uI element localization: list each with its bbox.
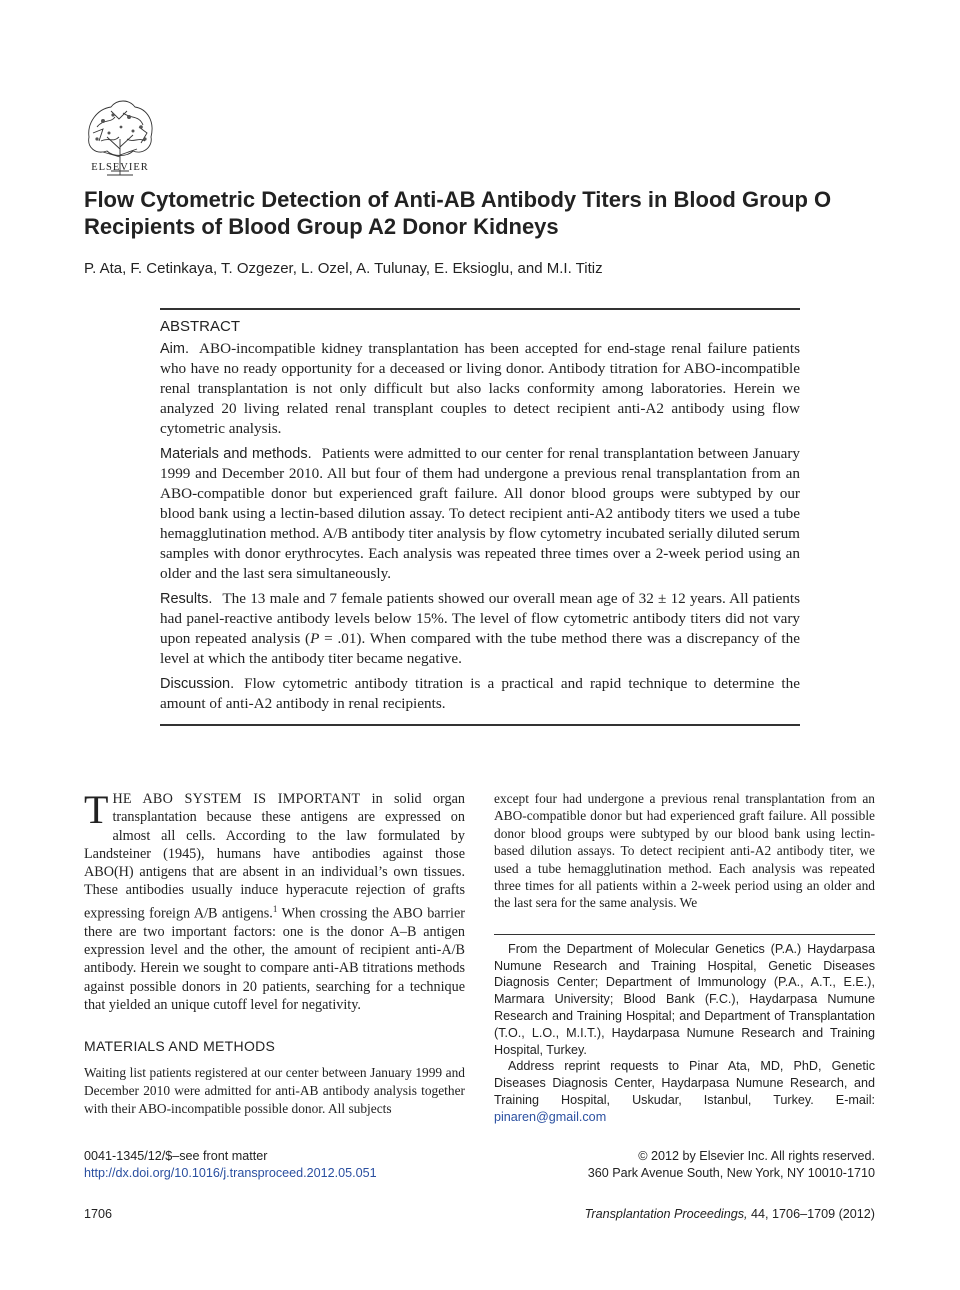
left-column xyxy=(84,787,466,1118)
contact-email-link[interactable]: pinaren@gmail.com xyxy=(494,1109,607,1124)
results-text-2: = .01). When compared with the tube method there was a discrepancy of the level at which the antibody titer became negative. xyxy=(160,630,800,667)
footer-right xyxy=(588,1148,875,1181)
aim-text: ABO-incompatible kidney transplantation has been accepted for end-stage renal failure patients who have no ready opportunity for a deceased or living donor. Antibody titration for ABO-incompatible renal transplantation is not only difficult but also lacks conformity among laboratories. Herein we analyzed 20 living related renal transplant couples to detect recipient anti-A2 antibody using flow cytometric analysis. xyxy=(160,340,800,437)
copyright-text: © 2012 by Elsevier Inc. All rights reserved. xyxy=(638,1149,875,1163)
methods-paragraph: Waiting list patients registered at our center between January 1999 and December 2010 were admitted for anti-AB antibody analysis together with their ABO-incompatible possible donor. All subjects xyxy=(84,1065,465,1117)
doi-link[interactable]: http://dx.doi.org/10.1016/j.transproceed.2012.05.051 xyxy=(84,1165,377,1180)
intro-paragraph xyxy=(84,787,466,1014)
footer-left xyxy=(84,1148,377,1181)
dropcap: T xyxy=(84,787,109,832)
results-text-1: The 13 male and 7 female patients showed our overall mean age of 32 ± 12 years. All patients had panel-reactive antibody levels below 15%. The level of flow cytometric antibody titers did not vary upon repeated analysis ( xyxy=(160,590,800,647)
discussion-text: Flow cytometric antibody titration is a practical and rapid technique to determine the amount of anti-A2 antibody in renal recipients. xyxy=(160,675,800,712)
methods-label: Materials and methods. xyxy=(160,446,312,462)
page-number: 1706 xyxy=(84,1207,113,1221)
affiliations-text: From the Department of Molecular Genetics (P.A.) Haydarpasa Numune Research and Training Hospital, Genetic Diseases Diagnosis Center; Department of Immunology (P.A., A.T., E.E.), Marmara University; Blood Bank (F.C.), Haydarpasa Numune Research and Training Hospital; and Department of Transplantation (T.O., L.O., M.I.T.), Haydarpasa Numune Research and Training Hospital, Turkey. xyxy=(494,941,875,1057)
right-column xyxy=(494,790,875,1126)
intro-smallcaps: HE ABO SYSTEM IS IMPORTANT xyxy=(112,791,361,807)
abstract-methods xyxy=(160,444,800,584)
aim-label: Aim. xyxy=(160,341,189,357)
intro-text-1: in solid organ transplantation because these antigens are expressed on almost all cells. According to the law formulated by Landsteiner (1945), humans have antibodies against those ABO(H) antigens that are absent in an individual’s own tissues. These antibodies usually induce hyperacute rejection of grafts expressing foreign A/B antigens. xyxy=(84,791,465,922)
reprint-requests xyxy=(494,1058,875,1125)
abstract-heading: ABSTRACT xyxy=(160,318,241,335)
discussion-label: Discussion. xyxy=(160,676,235,692)
reference-1: 1 xyxy=(272,903,278,914)
results-p-symbol: P xyxy=(310,630,320,647)
methods-continued-paragraph: except four had undergone a previous renal transplantation from an ABO-compatible donor but had experienced graft failure. All possible donor blood groups were subtyped by our blood bank using lectin-based dilution assays. To detect recipient anti-A2 antibody titer, we used a tube hemagglutination method. Each analysis was repeated three times for all patients within a 2-week period using an older and the last sera for the same analysis. We xyxy=(494,791,875,911)
abstract-box xyxy=(160,308,800,726)
results-label: Results. xyxy=(160,591,213,607)
publisher-address: 360 Park Avenue South, New York, NY 10010-1710 xyxy=(587,1165,875,1180)
abstract-discussion xyxy=(160,674,800,714)
article-title: Flow Cytometric Detection of Anti-AB Antibody Titers in Blood Group O Recipients of Blood Group A2 Donor Kidneys xyxy=(84,187,832,239)
methods-text: Patients were admitted to our center for renal transplantation between January 1999 and December 2010. All but four of them had undergone a previous renal transplantation from an ABO-compatible donor but experienced graft failure. All donor blood groups were subtyped by our blood bank using a lectin-based dilution assay. To detect recipient anti-A2 antibody titers we used a tube hemagglutination method. A/B antibody titer analysis by flow cytometry incubated serially diluted serum samples with donor erythrocytes. Each analysis was repeated three times over a 2-week period using an older and the last sera simultaneously. xyxy=(160,445,800,582)
journal-volume-pages: 44, 1706–1709 (2012) xyxy=(747,1207,875,1221)
affiliations-box xyxy=(494,934,875,1126)
article-authors: P. Ata, F. Cetinkaya, T. Ozgezer, L. Ozel, A. Tulunay, E. Eksioglu, and M.I. Titiz xyxy=(84,260,603,277)
abstract-aim xyxy=(160,339,800,439)
journal-name: Transplantation Proceedings, xyxy=(584,1207,748,1221)
reprint-text: Address reprint requests to Pinar Ata, MD, PhD, Genetic Diseases Diagnosis Center, Haydarpasa Numune Research, and Training Hospital, Uskudar, Istanbul, Turkey. E-mail: xyxy=(494,1059,875,1108)
intro-text-2: When crossing the ABO barrier there are two important factors: one is the donor A–B antigen expression level and the other, the amount of recipient anti-A/B antibody. Herein we sought to compare anti-AB titrations methods against possible donors in 20 patients, searching for a technique that yielded an unique cutoff level for negativity. xyxy=(84,905,466,1013)
methods-heading: MATERIALS AND METHODS xyxy=(84,1038,276,1055)
journal-citation xyxy=(585,1207,875,1221)
elsevier-logo-text: ELSEVIER xyxy=(91,162,149,173)
issn-text: 0041-1345/12/$–see front matter xyxy=(84,1149,268,1163)
abstract-results xyxy=(160,589,800,669)
